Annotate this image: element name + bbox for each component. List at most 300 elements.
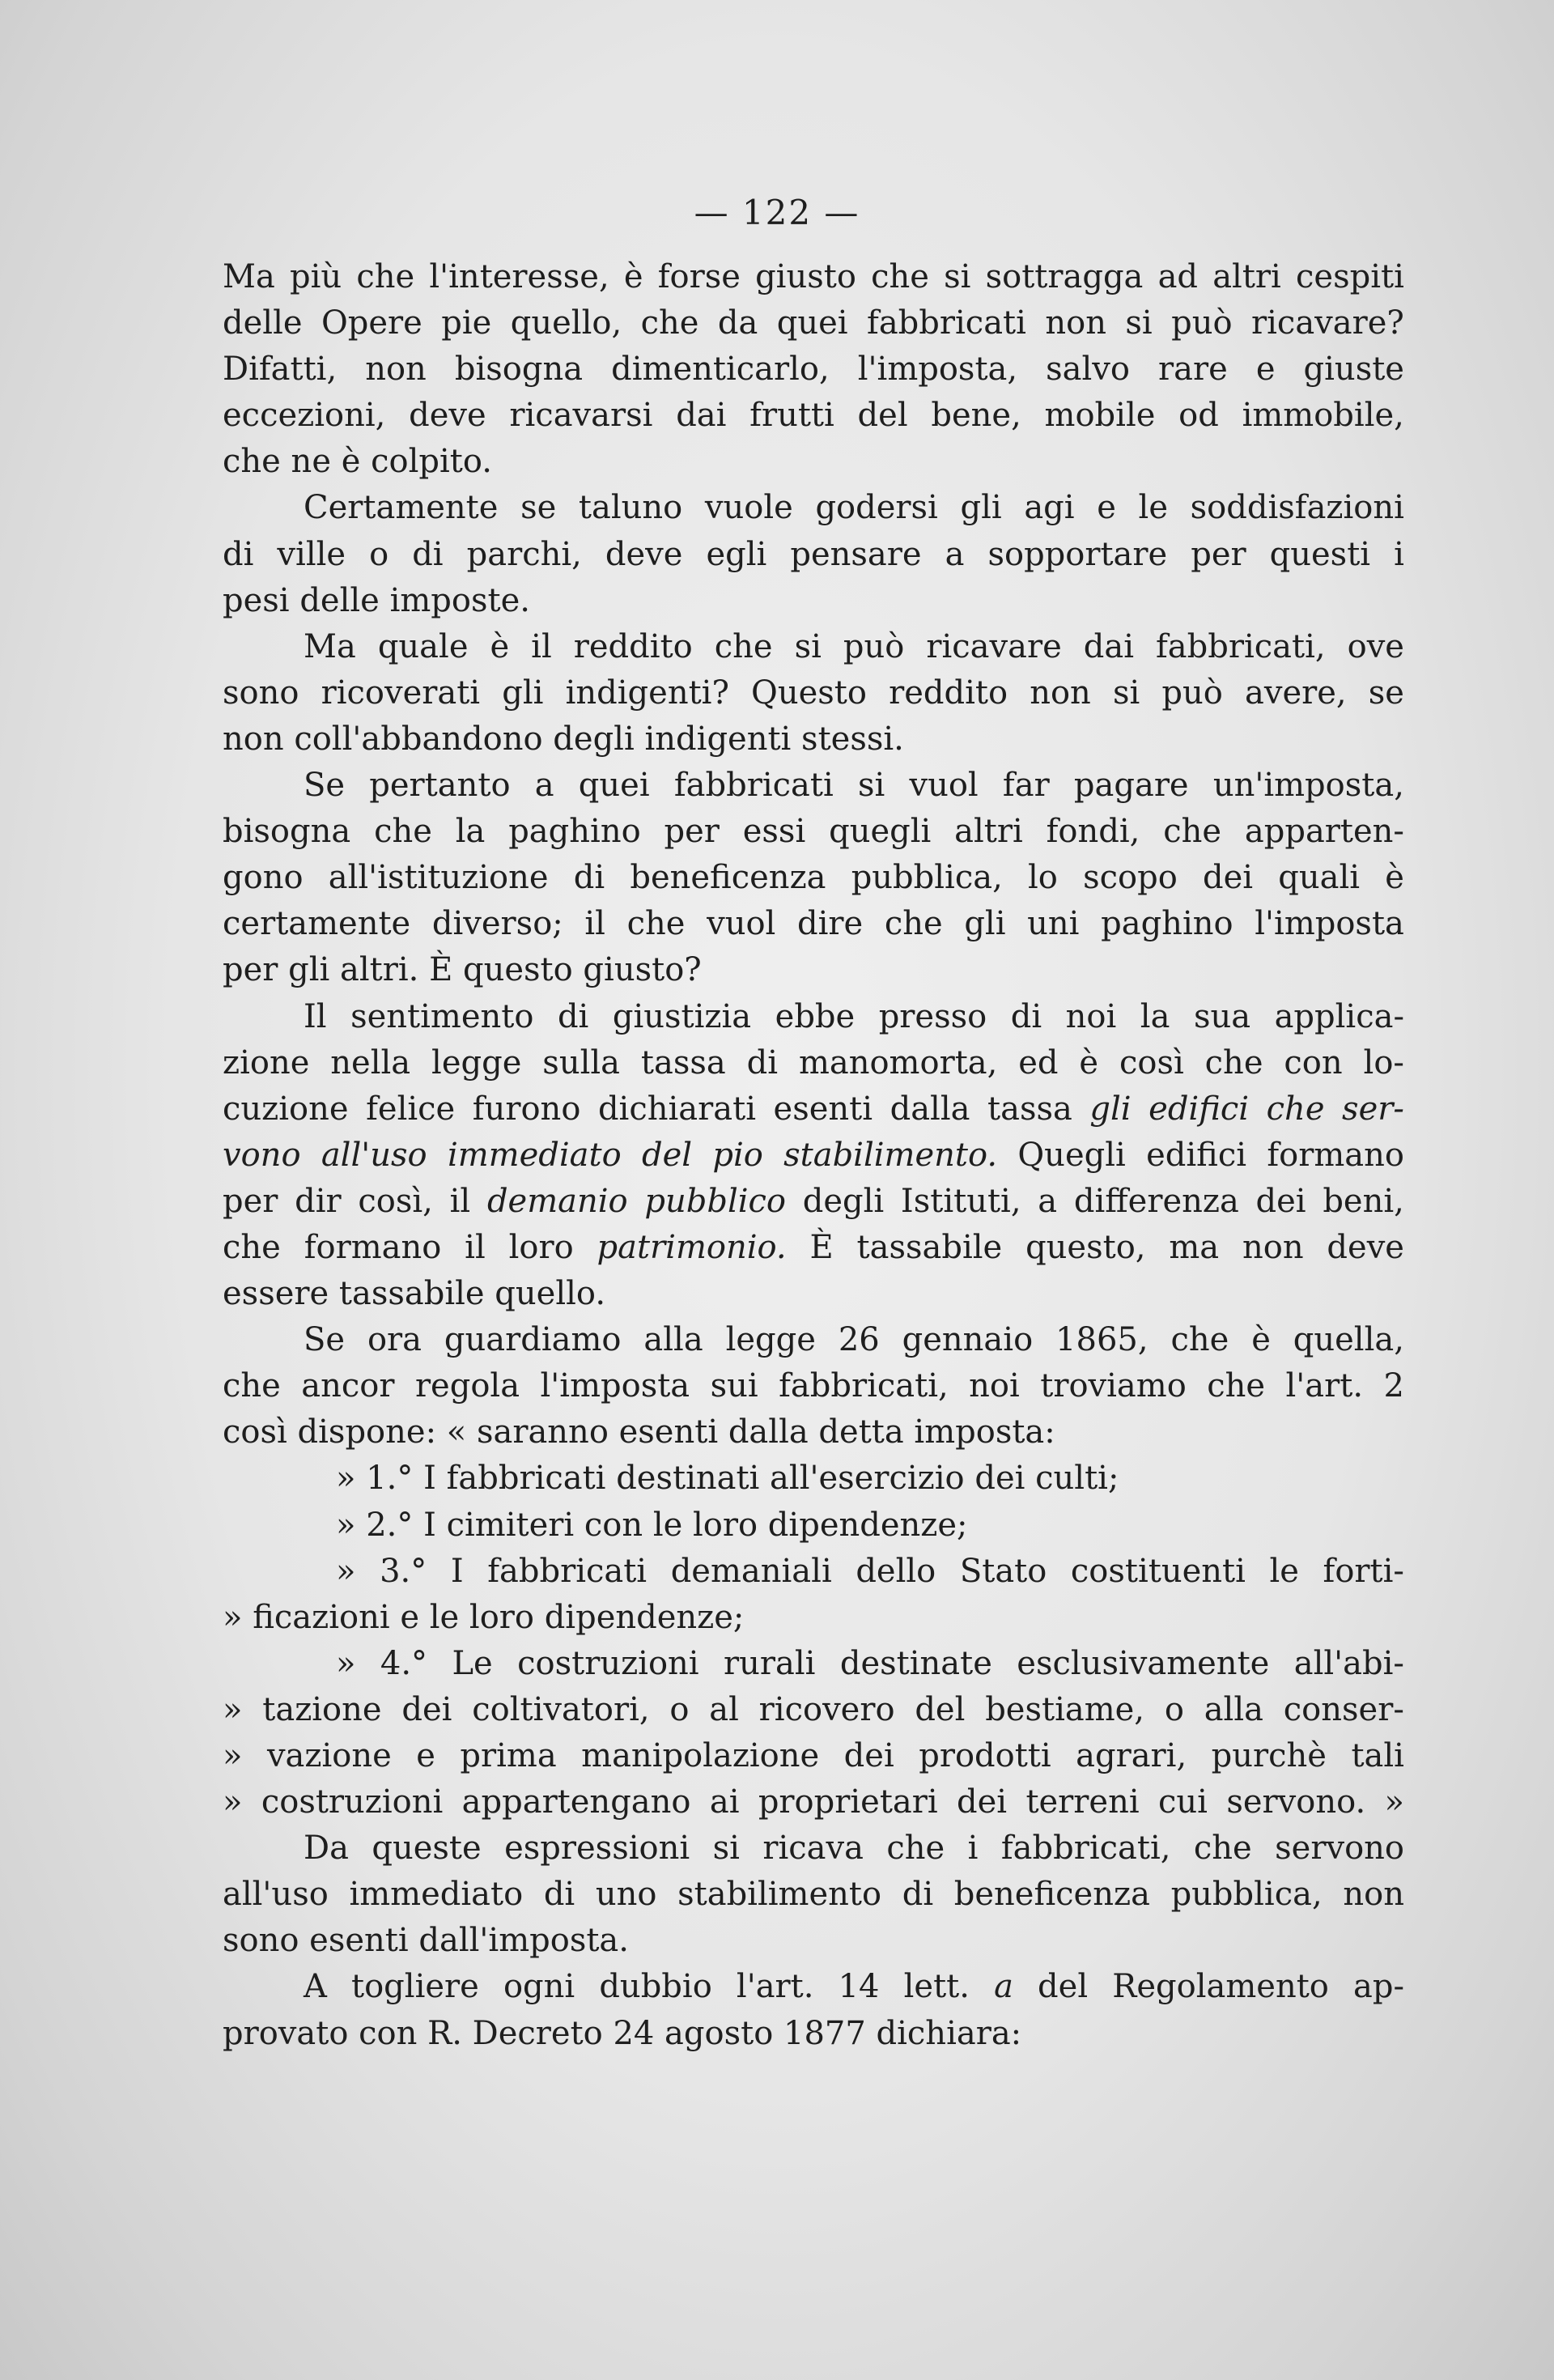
text: » 1.° I fabbricati destinati all'esercizio dei culti;	[336, 1460, 1119, 1498]
italic-text: stabilimento.	[783, 1136, 998, 1174]
text-line	[223, 947, 1404, 993]
text: l'imposta	[540, 1367, 690, 1405]
word	[871, 254, 929, 300]
text: quegli	[829, 813, 932, 851]
word	[223, 1363, 281, 1409]
text: Regolamento	[1112, 1968, 1329, 2006]
word	[1385, 855, 1404, 901]
word	[467, 532, 582, 578]
text: che	[1193, 1830, 1252, 1868]
text: coltivatori,	[472, 1690, 650, 1728]
text: ogni	[503, 1968, 575, 2006]
text: fabbricati,	[1156, 627, 1326, 665]
text: diverso;	[431, 905, 563, 943]
word	[867, 300, 1026, 346]
text: ancor	[301, 1367, 395, 1405]
text: dir	[295, 1182, 342, 1220]
text: l'imposta,	[857, 351, 1018, 389]
word	[374, 809, 432, 855]
text: dei	[957, 1783, 1008, 1821]
word	[671, 1549, 832, 1595]
text: lo-	[1363, 1043, 1404, 1082]
text-line	[223, 254, 1404, 300]
text: dichiarati	[597, 1090, 756, 1128]
text: dire	[796, 905, 864, 943]
text-line	[223, 2011, 1404, 2057]
text: manomorta,	[798, 1043, 998, 1082]
text: noi	[969, 1367, 1020, 1405]
text: immobile,	[1242, 397, 1404, 435]
word	[1383, 1363, 1403, 1409]
word	[829, 809, 931, 855]
text: può	[843, 627, 905, 665]
text: costruzioni	[261, 1783, 444, 1821]
word	[304, 1825, 349, 1872]
word	[960, 1549, 1047, 1595]
text: dei	[1255, 1182, 1306, 1220]
text: sono	[223, 674, 299, 712]
word	[1047, 809, 1140, 855]
text: A	[304, 1968, 327, 2006]
text-line	[223, 809, 1404, 855]
word	[441, 300, 491, 346]
text: od	[1178, 397, 1219, 435]
text: legge	[725, 1321, 816, 1359]
word	[919, 1733, 1051, 1779]
text: di	[1010, 997, 1042, 1035]
word	[455, 346, 583, 393]
word	[960, 485, 1001, 531]
text-line	[223, 1502, 1404, 1549]
text-line	[223, 1409, 1404, 1456]
text: ad	[1157, 258, 1199, 295]
word	[858, 346, 1017, 393]
word	[372, 1825, 481, 1872]
text-line	[223, 1641, 1404, 1687]
text: dei	[843, 1737, 894, 1774]
text: se	[520, 489, 557, 527]
text: quella,	[1293, 1321, 1404, 1359]
word	[451, 1549, 464, 1595]
word	[558, 994, 588, 1040]
word	[598, 1086, 756, 1133]
text: Ma	[223, 258, 275, 295]
word	[1242, 393, 1404, 439]
text: o	[1164, 1690, 1184, 1728]
word	[450, 1179, 471, 1225]
word	[945, 532, 965, 578]
text: di	[557, 997, 589, 1035]
text: non	[365, 351, 427, 389]
text: sua	[1193, 997, 1251, 1035]
word	[957, 1779, 1007, 1825]
word	[706, 532, 766, 578]
text: stabilimento	[677, 1876, 882, 1914]
text: deve	[409, 397, 486, 435]
text: Stato	[959, 1552, 1047, 1590]
text: regola	[414, 1367, 520, 1405]
text: con	[1284, 1043, 1343, 1082]
text: di	[412, 535, 444, 573]
word	[356, 254, 414, 300]
word	[1112, 1964, 1329, 2010]
text: guardiamo	[444, 1321, 622, 1359]
text: gli	[502, 674, 544, 712]
text: destinate	[839, 1644, 992, 1682]
text-line	[223, 578, 1404, 624]
word	[987, 1086, 1072, 1133]
word	[531, 624, 552, 670]
word	[1212, 1733, 1327, 1779]
word	[369, 532, 388, 578]
word	[1140, 994, 1170, 1040]
word	[1256, 1179, 1306, 1225]
word	[1270, 532, 1370, 578]
word	[358, 1179, 433, 1225]
word	[367, 1317, 422, 1363]
word	[1158, 254, 1198, 300]
text: scopo	[1083, 859, 1178, 897]
text: agi	[1024, 489, 1075, 527]
text: uni	[1027, 905, 1080, 943]
text: ricoverati	[321, 674, 481, 712]
word	[1040, 1363, 1187, 1409]
word	[1267, 1086, 1325, 1133]
text: per	[223, 1182, 278, 1220]
word	[304, 1317, 345, 1363]
text: essi	[742, 813, 806, 851]
word	[431, 1040, 521, 1086]
text: loro	[508, 1228, 574, 1266]
text: o	[669, 1690, 690, 1728]
word	[1113, 670, 1140, 716]
word	[1074, 1179, 1239, 1225]
text: bene,	[931, 397, 1021, 435]
text: Opere	[321, 304, 422, 342]
word	[839, 1317, 880, 1363]
text-line	[223, 1225, 1404, 1271]
text: può	[1171, 304, 1233, 342]
word	[223, 393, 385, 439]
text: dubbio	[599, 1968, 712, 2006]
text: dei	[1202, 859, 1254, 897]
text: così,	[358, 1182, 433, 1220]
word	[1017, 1133, 1125, 1179]
text: 1865,	[1055, 1321, 1149, 1359]
word	[566, 670, 729, 716]
word	[1025, 1779, 1139, 1825]
word	[858, 763, 885, 809]
word	[1038, 1964, 1088, 2010]
text: 4.°	[380, 1644, 428, 1682]
text-line	[223, 1872, 1404, 1918]
word	[290, 254, 342, 300]
text: Certamente	[304, 489, 499, 527]
word	[755, 254, 856, 300]
word	[336, 1641, 355, 1687]
word	[664, 809, 720, 855]
word	[1194, 1825, 1252, 1872]
text: di	[902, 1876, 934, 1914]
text: ebbe	[775, 997, 856, 1035]
text: è	[490, 627, 510, 665]
text: dimenticarlo,	[611, 351, 830, 389]
text-line	[223, 994, 1404, 1040]
word	[574, 624, 693, 670]
word	[747, 1040, 778, 1086]
text-line	[223, 855, 1404, 901]
text-line	[223, 1133, 1404, 1179]
text: salvo	[1046, 351, 1130, 389]
word	[349, 1872, 523, 1918]
text: 26	[838, 1321, 880, 1359]
word	[544, 1872, 575, 1918]
word	[1294, 1641, 1404, 1687]
word	[304, 1225, 442, 1271]
text: delle	[223, 304, 303, 342]
word	[472, 1687, 649, 1733]
word	[223, 855, 304, 901]
text: l'imposta	[1255, 905, 1404, 943]
text: apparten-	[1244, 813, 1404, 851]
text: prima	[460, 1737, 557, 1774]
word	[1369, 670, 1404, 716]
text: i	[967, 1830, 979, 1868]
word	[1323, 1549, 1404, 1595]
word	[915, 1687, 965, 1733]
text-line	[223, 1086, 1404, 1133]
text: che	[1207, 1367, 1266, 1405]
word	[630, 855, 826, 901]
word	[611, 346, 830, 393]
text: vuole	[704, 489, 793, 527]
word	[777, 300, 848, 346]
word	[444, 1317, 622, 1363]
word	[904, 1964, 970, 2010]
word	[1024, 485, 1074, 531]
text: mobile	[1044, 397, 1156, 435]
text: 3.°	[380, 1552, 427, 1590]
word	[1001, 1825, 1171, 1872]
text: del	[915, 1690, 966, 1728]
text: quello,	[510, 304, 622, 342]
word	[709, 1687, 739, 1733]
word	[1348, 624, 1404, 670]
text-line	[223, 1964, 1404, 2010]
word	[1158, 1779, 1208, 1825]
text: noi	[1065, 997, 1117, 1035]
word	[1018, 1040, 1058, 1086]
word	[1165, 1687, 1184, 1733]
word	[584, 901, 605, 947]
word	[758, 1779, 938, 1825]
word	[954, 809, 1023, 855]
text: purchè	[1211, 1737, 1327, 1774]
word	[509, 1225, 574, 1271]
word	[1255, 901, 1404, 947]
word	[369, 763, 510, 809]
word	[581, 1733, 819, 1779]
text: fabbricati,	[1000, 1830, 1171, 1868]
text: tassa	[640, 1043, 726, 1082]
text-line	[223, 1317, 1404, 1363]
word	[329, 855, 549, 901]
word	[223, 901, 410, 947]
italic-text: patrimonio.	[597, 1228, 787, 1266]
word	[857, 1225, 1003, 1271]
text: che	[714, 627, 773, 665]
word	[223, 1133, 301, 1179]
word	[931, 393, 1021, 439]
word	[1275, 994, 1404, 1040]
text: che	[374, 813, 432, 851]
text: Se	[304, 767, 346, 805]
text: giuste	[1303, 351, 1404, 389]
text: si	[857, 767, 885, 805]
text: »	[336, 1552, 356, 1590]
text: e	[416, 1737, 435, 1774]
text: la	[455, 813, 486, 851]
text: il	[449, 1182, 471, 1220]
text: giustizia	[612, 997, 752, 1035]
word	[380, 1641, 427, 1687]
italic-text: pubblico	[644, 1182, 787, 1220]
word	[1169, 1225, 1219, 1271]
word	[1071, 1549, 1246, 1595]
text: quei	[776, 304, 848, 342]
text: deve	[605, 535, 683, 573]
text: vazione	[266, 1737, 392, 1774]
word	[1089, 1086, 1131, 1133]
word	[223, 532, 253, 578]
word	[1267, 1133, 1404, 1179]
text: deve	[1327, 1228, 1404, 1266]
text: di	[746, 1043, 779, 1082]
text: per	[1191, 535, 1246, 573]
word	[1178, 393, 1219, 439]
word	[1074, 763, 1189, 809]
text-line	[223, 901, 1404, 947]
word	[1158, 346, 1228, 393]
text: differenza	[1073, 1182, 1239, 1220]
text: Quegli	[1017, 1136, 1126, 1174]
word	[223, 1779, 242, 1825]
italic-text: del	[641, 1136, 693, 1174]
word	[223, 1225, 281, 1271]
word	[1207, 1363, 1265, 1409]
word	[223, 1179, 278, 1225]
text-line	[223, 346, 1404, 393]
word	[851, 855, 1003, 901]
text: »	[336, 1644, 356, 1682]
text: indigenti?	[565, 674, 729, 712]
text: proprietari	[758, 1783, 938, 1821]
word	[365, 346, 427, 393]
text: si	[944, 258, 971, 295]
text: questo,	[1025, 1228, 1146, 1266]
word	[858, 393, 908, 439]
word	[712, 1133, 762, 1179]
word	[1293, 1317, 1404, 1363]
text: rurali	[724, 1644, 816, 1682]
word	[751, 670, 867, 716]
text-line	[223, 1687, 1404, 1733]
word	[1278, 855, 1360, 901]
text: del	[1038, 1968, 1089, 2006]
text: vuol	[909, 767, 979, 805]
word	[1385, 1779, 1404, 1825]
text-line	[223, 1179, 1404, 1225]
italic-text: edifici	[1149, 1090, 1250, 1128]
word	[902, 1872, 933, 1918]
body-text	[223, 254, 1404, 2057]
word	[350, 994, 533, 1040]
text: pagare	[1073, 767, 1189, 805]
text-line	[223, 624, 1404, 670]
text: reddito	[889, 674, 1008, 712]
word	[879, 994, 987, 1040]
text: Se	[304, 1321, 346, 1359]
word	[1119, 1040, 1184, 1086]
word	[901, 1179, 1021, 1225]
text: egli	[706, 535, 767, 573]
text: Difatti,	[223, 351, 338, 389]
text: dei	[401, 1690, 452, 1728]
text: ricavare?	[1251, 304, 1404, 342]
text: provato con R. Decreto 24 agosto 1877 dichiara:	[223, 2014, 1022, 2052]
text: costituenti	[1070, 1552, 1246, 1590]
word	[351, 1964, 479, 2010]
word	[1079, 1040, 1098, 1086]
text: altri	[1212, 258, 1281, 295]
word	[579, 485, 682, 531]
word	[613, 994, 751, 1040]
text: alla	[1204, 1690, 1263, 1728]
word	[783, 1133, 997, 1179]
text: non	[1030, 674, 1091, 712]
word	[843, 624, 904, 670]
text: che	[1163, 813, 1222, 851]
text: è	[1251, 1321, 1271, 1359]
text: servono.	[1226, 1783, 1366, 1821]
text-line	[223, 1363, 1404, 1409]
text-line	[223, 1918, 1404, 1964]
word	[994, 1964, 1013, 2010]
word	[223, 1040, 309, 1086]
text: le	[1269, 1552, 1299, 1590]
text: giusto	[755, 258, 856, 295]
word	[1284, 1687, 1404, 1733]
word	[487, 1549, 647, 1595]
word	[503, 1964, 575, 2010]
text: cui	[1158, 1783, 1208, 1821]
text: avere,	[1245, 674, 1347, 712]
word	[321, 300, 422, 346]
word	[774, 1086, 873, 1133]
word	[1139, 485, 1168, 531]
text: così dispone: « saranno esenti dalla detta imposta:	[223, 1413, 1055, 1451]
text: immediato	[349, 1876, 524, 1914]
word	[262, 1687, 381, 1733]
text: ricavarsi	[509, 397, 653, 435]
word	[511, 300, 622, 346]
text: può	[1161, 674, 1223, 712]
word	[840, 1641, 992, 1687]
text: e	[1097, 489, 1116, 527]
text-line	[223, 1271, 1404, 1317]
italic-text: ser-	[1342, 1090, 1404, 1128]
text: del	[857, 397, 908, 435]
